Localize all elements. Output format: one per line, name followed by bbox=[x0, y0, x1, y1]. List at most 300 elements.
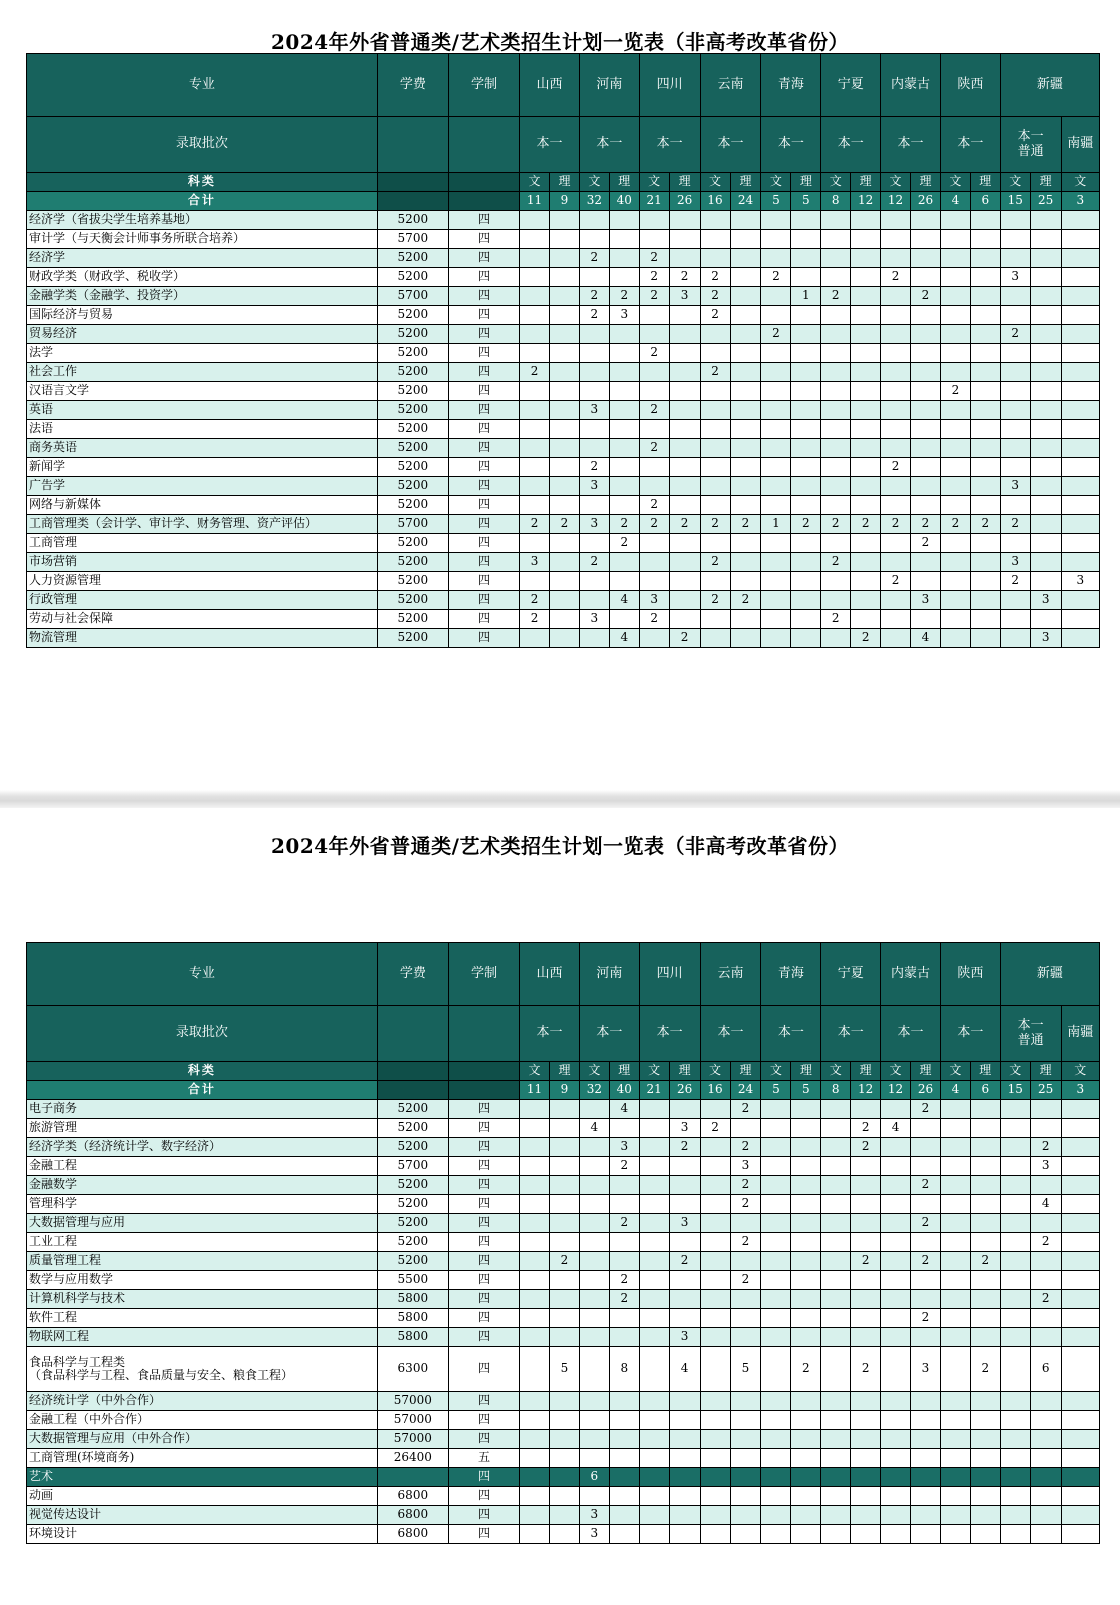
duration-cell: 四 bbox=[448, 325, 519, 344]
quota-cell bbox=[639, 1411, 669, 1430]
major-name: 金融工程 bbox=[29, 1158, 78, 1173]
quota-cell bbox=[970, 306, 1000, 325]
tuition-cell: 5200 bbox=[377, 382, 448, 401]
quota-cell: 2 bbox=[730, 1233, 761, 1252]
quota-cell: 2 bbox=[1030, 1290, 1061, 1309]
quota-cell bbox=[821, 1525, 851, 1544]
quota-cell bbox=[639, 363, 669, 382]
quota-cell: 2 bbox=[520, 515, 550, 534]
quota-cell bbox=[970, 211, 1000, 230]
quota-cell bbox=[881, 553, 911, 572]
quota-cell bbox=[730, 363, 761, 382]
quota-cell bbox=[761, 553, 791, 572]
quota-cell bbox=[821, 629, 851, 648]
quota-cell bbox=[549, 1176, 579, 1195]
quota-cell bbox=[851, 1328, 881, 1347]
quota-cell: 2 bbox=[911, 1100, 941, 1119]
major-name: 质量管理工程 bbox=[29, 1253, 102, 1268]
table-row bbox=[27, 268, 1100, 287]
quota-cell bbox=[911, 1525, 941, 1544]
quota-cell bbox=[609, 401, 639, 420]
quota-cell bbox=[639, 1100, 669, 1119]
total-cell: 16 bbox=[700, 192, 730, 211]
quota-cell: 3 bbox=[579, 610, 609, 629]
table-row bbox=[27, 1487, 1100, 1506]
major-name-cell bbox=[27, 1176, 378, 1195]
tuition-cell: 5200 bbox=[377, 1119, 448, 1138]
quota-cell bbox=[821, 1430, 851, 1449]
subject-cell: 文 bbox=[1000, 173, 1030, 192]
quota-cell bbox=[940, 268, 970, 287]
quota-cell bbox=[970, 553, 1000, 572]
quota-cell: 2 bbox=[940, 382, 970, 401]
quota-cell bbox=[639, 1328, 669, 1347]
quota-cell bbox=[669, 458, 700, 477]
quota-cell bbox=[639, 1138, 669, 1157]
subject-header: 科类 bbox=[27, 173, 378, 192]
duration-cell: 四 bbox=[448, 1100, 519, 1119]
major-name: 财政学类（财政学、税收学） bbox=[29, 269, 186, 284]
quota-cell bbox=[881, 230, 911, 249]
quota-cell: 2 bbox=[639, 268, 669, 287]
quota-cell bbox=[761, 534, 791, 553]
empty-cell bbox=[377, 1081, 448, 1100]
quota-cell bbox=[970, 1100, 1000, 1119]
quota-cell bbox=[911, 268, 941, 287]
major-name: 数学与应用数学 bbox=[29, 1272, 114, 1287]
page-title: 2024年外省普通类/艺术类招生计划一览表（非高考改革省份） bbox=[271, 834, 849, 858]
quota-cell bbox=[911, 1487, 941, 1506]
quota-cell: 2 bbox=[700, 363, 730, 382]
quota-cell bbox=[940, 1487, 970, 1506]
quota-cell bbox=[609, 420, 639, 439]
quota-cell bbox=[609, 344, 639, 363]
quota-cell bbox=[579, 1214, 609, 1233]
subject-cell: 理 bbox=[791, 1062, 821, 1081]
quota-cell bbox=[940, 477, 970, 496]
subject-cell: 理 bbox=[970, 173, 1000, 192]
quota-cell bbox=[881, 363, 911, 382]
duration-cell: 四 bbox=[448, 1290, 519, 1309]
subject-cell: 文 bbox=[1061, 173, 1099, 192]
quota-cell bbox=[851, 1309, 881, 1328]
xinjiang-south-cell: 南疆 bbox=[1061, 117, 1099, 173]
quota-cell: 2 bbox=[669, 629, 700, 648]
quota-cell bbox=[669, 1449, 700, 1468]
quota-cell bbox=[1061, 1271, 1099, 1290]
quota-cell bbox=[940, 1100, 970, 1119]
quota-cell: 2 bbox=[730, 1100, 761, 1119]
quota-cell bbox=[881, 439, 911, 458]
quota-cell bbox=[609, 1119, 639, 1138]
quota-cell bbox=[669, 325, 700, 344]
table-row bbox=[27, 1214, 1100, 1233]
quota-cell bbox=[549, 534, 579, 553]
quota-cell bbox=[970, 1525, 1000, 1544]
quota-cell bbox=[851, 1195, 881, 1214]
quota-cell bbox=[940, 1309, 970, 1328]
total-cell: 11 bbox=[520, 192, 550, 211]
tuition-cell: 5200 bbox=[377, 1214, 448, 1233]
duration-cell: 四 bbox=[448, 230, 519, 249]
quota-cell bbox=[911, 1157, 941, 1176]
quota-cell bbox=[821, 382, 851, 401]
quota-cell bbox=[761, 1195, 791, 1214]
quota-cell bbox=[940, 1252, 970, 1271]
quota-cell bbox=[1061, 591, 1099, 610]
major-name: 工商管理(环境商务) bbox=[29, 1450, 135, 1465]
quota-cell bbox=[639, 1195, 669, 1214]
total-cell: 26 bbox=[911, 1081, 941, 1100]
quota-cell bbox=[700, 1176, 730, 1195]
quota-cell bbox=[881, 1157, 911, 1176]
quota-cell bbox=[821, 268, 851, 287]
subject-cell: 文 bbox=[700, 173, 730, 192]
quota-cell bbox=[520, 1328, 550, 1347]
quota-cell: 2 bbox=[579, 306, 609, 325]
total-cell: 8 bbox=[821, 1081, 851, 1100]
quota-cell bbox=[970, 1138, 1000, 1157]
table-row bbox=[27, 534, 1100, 553]
quota-cell: 2 bbox=[669, 268, 700, 287]
quota-cell bbox=[1000, 1487, 1030, 1506]
quota-cell bbox=[549, 1233, 579, 1252]
quota-cell bbox=[730, 1328, 761, 1347]
batch-cell: 本一 bbox=[881, 117, 941, 173]
quota-cell bbox=[1030, 496, 1061, 515]
tuition-cell: 5200 bbox=[377, 401, 448, 420]
table-row bbox=[27, 1328, 1100, 1347]
quota-cell: 2 bbox=[911, 534, 941, 553]
duration-cell: 四 bbox=[448, 629, 519, 648]
quota-cell bbox=[1000, 1100, 1030, 1119]
quota-cell bbox=[911, 1411, 941, 1430]
table-row bbox=[27, 1252, 1100, 1271]
quota-cell bbox=[970, 230, 1000, 249]
quota-cell bbox=[730, 1214, 761, 1233]
quota-cell bbox=[821, 572, 851, 591]
subject-cell: 文 bbox=[639, 173, 669, 192]
province-header: 青海 bbox=[761, 943, 821, 1006]
major-name-cell bbox=[27, 1252, 378, 1271]
total-cell: 9 bbox=[549, 192, 579, 211]
major-name-cell bbox=[27, 496, 378, 515]
subject-cell: 理 bbox=[851, 1062, 881, 1081]
quota-cell bbox=[1000, 496, 1030, 515]
table-row bbox=[27, 1100, 1100, 1119]
quota-cell bbox=[940, 401, 970, 420]
quota-cell bbox=[761, 344, 791, 363]
duration-cell: 四 bbox=[448, 1506, 519, 1525]
quota-cell bbox=[1030, 610, 1061, 629]
quota-cell bbox=[851, 1392, 881, 1411]
quota-cell bbox=[700, 1138, 730, 1157]
quota-cell bbox=[940, 325, 970, 344]
quota-cell: 3 bbox=[911, 591, 941, 610]
quota-cell bbox=[761, 363, 791, 382]
major-name: 环境设计 bbox=[29, 1526, 78, 1541]
quota-cell bbox=[1030, 572, 1061, 591]
tuition-cell: 5200 bbox=[377, 477, 448, 496]
quota-cell bbox=[579, 572, 609, 591]
quota-cell bbox=[639, 1487, 669, 1506]
quota-cell bbox=[730, 439, 761, 458]
tuition-cell: 26400 bbox=[377, 1449, 448, 1468]
duration-cell: 四 bbox=[448, 344, 519, 363]
tuition-cell: 5200 bbox=[377, 572, 448, 591]
quota-cell bbox=[911, 344, 941, 363]
subject-cell: 理 bbox=[669, 1062, 700, 1081]
quota-cell: 3 bbox=[669, 1328, 700, 1347]
quota-cell bbox=[730, 287, 761, 306]
quota-cell bbox=[520, 629, 550, 648]
quota-cell bbox=[1030, 1252, 1061, 1271]
tuition-cell: 6800 bbox=[377, 1506, 448, 1525]
quota-cell bbox=[1000, 458, 1030, 477]
table-row bbox=[27, 1449, 1100, 1468]
quota-cell bbox=[579, 420, 609, 439]
quota-cell bbox=[940, 1392, 970, 1411]
quota-cell bbox=[700, 1392, 730, 1411]
quota-cell bbox=[851, 1411, 881, 1430]
quota-cell bbox=[791, 1176, 821, 1195]
major-name: 物联网工程 bbox=[29, 1329, 90, 1344]
quota-cell: 4 bbox=[609, 629, 639, 648]
tuition-cell: 6300 bbox=[377, 1347, 448, 1392]
quota-cell: 3 bbox=[911, 1347, 941, 1392]
quota-cell bbox=[851, 534, 881, 553]
quota-cell bbox=[639, 382, 669, 401]
quota-cell bbox=[639, 1430, 669, 1449]
quota-cell bbox=[549, 591, 579, 610]
table-row bbox=[27, 249, 1100, 268]
quota-cell bbox=[579, 1271, 609, 1290]
quota-cell bbox=[791, 211, 821, 230]
quota-cell bbox=[1000, 211, 1030, 230]
major-name: 大数据管理与应用 bbox=[29, 1215, 126, 1230]
quota-cell bbox=[881, 1347, 911, 1392]
quota-cell bbox=[520, 1525, 550, 1544]
quota-cell bbox=[1030, 420, 1061, 439]
quota-cell bbox=[579, 1328, 609, 1347]
quota-cell bbox=[761, 1525, 791, 1544]
total-cell: 3 bbox=[1061, 1081, 1099, 1100]
quota-cell bbox=[1030, 1487, 1061, 1506]
duration-cell: 四 bbox=[448, 1468, 519, 1487]
quota-cell bbox=[761, 477, 791, 496]
quota-cell bbox=[1000, 363, 1030, 382]
major-name: 管理科学 bbox=[29, 1196, 78, 1211]
quota-cell bbox=[1061, 1290, 1099, 1309]
quota-cell bbox=[579, 382, 609, 401]
quota-cell bbox=[881, 1214, 911, 1233]
quota-cell bbox=[761, 287, 791, 306]
province-header: 河南 bbox=[579, 943, 639, 1006]
province-header: 青海 bbox=[761, 54, 821, 117]
quota-cell bbox=[549, 1430, 579, 1449]
total-cell: 32 bbox=[579, 192, 609, 211]
duration-cell: 四 bbox=[448, 268, 519, 287]
quota-cell bbox=[579, 1449, 609, 1468]
quota-cell bbox=[1061, 553, 1099, 572]
quota-cell bbox=[730, 382, 761, 401]
quota-cell: 2 bbox=[791, 1347, 821, 1392]
major-name: 金融工程（中外合作） bbox=[29, 1412, 150, 1427]
major-name-cell bbox=[27, 1487, 378, 1506]
quota-cell bbox=[970, 572, 1000, 591]
major-name-cell bbox=[27, 230, 378, 249]
major-name: 劳动与社会保障 bbox=[29, 611, 114, 626]
quota-cell: 3 bbox=[1000, 477, 1030, 496]
quota-cell: 2 bbox=[761, 325, 791, 344]
quota-cell bbox=[549, 1411, 579, 1430]
tuition-header: 学费 bbox=[377, 54, 448, 117]
quota-cell: 2 bbox=[669, 1252, 700, 1271]
quota-cell bbox=[881, 629, 911, 648]
quota-cell bbox=[970, 477, 1000, 496]
quota-cell bbox=[1061, 401, 1099, 420]
major-name: 商务英语 bbox=[29, 440, 78, 455]
tuition-cell: 5200 bbox=[377, 1100, 448, 1119]
batch-cell: 本一 bbox=[761, 117, 821, 173]
quota-cell bbox=[881, 1525, 911, 1544]
quota-cell: 2 bbox=[639, 344, 669, 363]
batch-cell: 本一 bbox=[940, 117, 1000, 173]
quota-cell bbox=[730, 1290, 761, 1309]
quota-cell: 2 bbox=[821, 610, 851, 629]
major-name-cell bbox=[27, 1430, 378, 1449]
quota-cell bbox=[669, 496, 700, 515]
quota-cell bbox=[1061, 1138, 1099, 1157]
quota-cell bbox=[609, 1176, 639, 1195]
quota-cell bbox=[1061, 268, 1099, 287]
quota-cell bbox=[669, 1195, 700, 1214]
tuition-cell: 5200 bbox=[377, 1138, 448, 1157]
quota-cell bbox=[940, 1119, 970, 1138]
quota-cell bbox=[549, 325, 579, 344]
subject-cell: 理 bbox=[730, 1062, 761, 1081]
quota-cell bbox=[700, 1233, 730, 1252]
quota-cell bbox=[669, 363, 700, 382]
quota-cell bbox=[821, 1449, 851, 1468]
quota-cell: 2 bbox=[911, 1252, 941, 1271]
quota-cell bbox=[851, 287, 881, 306]
quota-cell bbox=[549, 610, 579, 629]
quota-cell bbox=[579, 1347, 609, 1392]
quota-cell bbox=[940, 610, 970, 629]
quota-cell bbox=[940, 1214, 970, 1233]
quota-cell bbox=[970, 1487, 1000, 1506]
quota-cell bbox=[520, 534, 550, 553]
quota-cell bbox=[669, 534, 700, 553]
quota-cell bbox=[579, 325, 609, 344]
quota-cell bbox=[700, 610, 730, 629]
quota-cell bbox=[1061, 306, 1099, 325]
quota-cell bbox=[911, 1468, 941, 1487]
quota-cell bbox=[1061, 363, 1099, 382]
quota-cell bbox=[881, 1176, 911, 1195]
total-cell: 6 bbox=[970, 1081, 1000, 1100]
quota-cell bbox=[1061, 382, 1099, 401]
quota-cell bbox=[700, 401, 730, 420]
quota-cell bbox=[970, 1449, 1000, 1468]
subject-cell: 文 bbox=[1000, 1062, 1030, 1081]
quota-cell: 2 bbox=[639, 496, 669, 515]
header-row-subjects bbox=[27, 1062, 1100, 1081]
quota-cell bbox=[911, 249, 941, 268]
tuition-cell: 5500 bbox=[377, 1271, 448, 1290]
quota-cell: 2 bbox=[520, 610, 550, 629]
quota-cell bbox=[520, 249, 550, 268]
quota-cell bbox=[1061, 1214, 1099, 1233]
quota-cell bbox=[761, 211, 791, 230]
quota-cell bbox=[970, 363, 1000, 382]
subject-cell: 理 bbox=[609, 173, 639, 192]
quota-cell bbox=[579, 1392, 609, 1411]
quota-cell: 3 bbox=[579, 401, 609, 420]
quota-cell bbox=[1030, 1468, 1061, 1487]
duration-cell: 四 bbox=[448, 477, 519, 496]
table-row bbox=[27, 382, 1100, 401]
quota-cell: 2 bbox=[579, 249, 609, 268]
province-header: 宁夏 bbox=[821, 54, 881, 117]
quota-cell bbox=[911, 211, 941, 230]
subject-cell: 理 bbox=[549, 1062, 579, 1081]
quota-cell: 3 bbox=[579, 515, 609, 534]
quota-cell bbox=[940, 1233, 970, 1252]
quota-cell: 2 bbox=[851, 1347, 881, 1392]
quota-cell bbox=[970, 1290, 1000, 1309]
quota-cell bbox=[761, 1271, 791, 1290]
total-cell: 11 bbox=[520, 1081, 550, 1100]
tuition-cell: 57000 bbox=[377, 1430, 448, 1449]
quota-cell bbox=[940, 230, 970, 249]
quota-cell bbox=[970, 591, 1000, 610]
subject-cell: 理 bbox=[549, 173, 579, 192]
quota-cell bbox=[609, 1392, 639, 1411]
header-row-subjects bbox=[27, 173, 1100, 192]
quota-cell bbox=[970, 1214, 1000, 1233]
table-row bbox=[27, 553, 1100, 572]
batch-cell: 本一 bbox=[520, 117, 580, 173]
tuition-cell: 5200 bbox=[377, 1176, 448, 1195]
quota-cell bbox=[911, 439, 941, 458]
quota-cell bbox=[821, 1233, 851, 1252]
quota-cell bbox=[639, 1506, 669, 1525]
quota-cell bbox=[1000, 1309, 1030, 1328]
quota-cell bbox=[579, 1138, 609, 1157]
quota-cell bbox=[940, 249, 970, 268]
quota-cell bbox=[851, 439, 881, 458]
quota-cell bbox=[881, 496, 911, 515]
major-name: 艺术 bbox=[29, 1469, 54, 1484]
quota-cell bbox=[639, 230, 669, 249]
major-name: 计算机科学与技术 bbox=[29, 1291, 126, 1306]
quota-cell bbox=[1061, 211, 1099, 230]
tuition-cell: 5200 bbox=[377, 458, 448, 477]
quota-cell bbox=[700, 1525, 730, 1544]
enrollment-plan-table bbox=[26, 942, 1100, 1544]
duration-cell: 四 bbox=[448, 363, 519, 382]
duration-cell: 四 bbox=[448, 1328, 519, 1347]
quota-cell: 2 bbox=[609, 287, 639, 306]
quota-cell bbox=[549, 458, 579, 477]
table-row bbox=[27, 1468, 1100, 1487]
quota-cell: 2 bbox=[520, 363, 550, 382]
quota-cell bbox=[669, 420, 700, 439]
major-name: 大数据管理与应用（中外合作） bbox=[29, 1431, 198, 1446]
quota-cell bbox=[700, 1290, 730, 1309]
